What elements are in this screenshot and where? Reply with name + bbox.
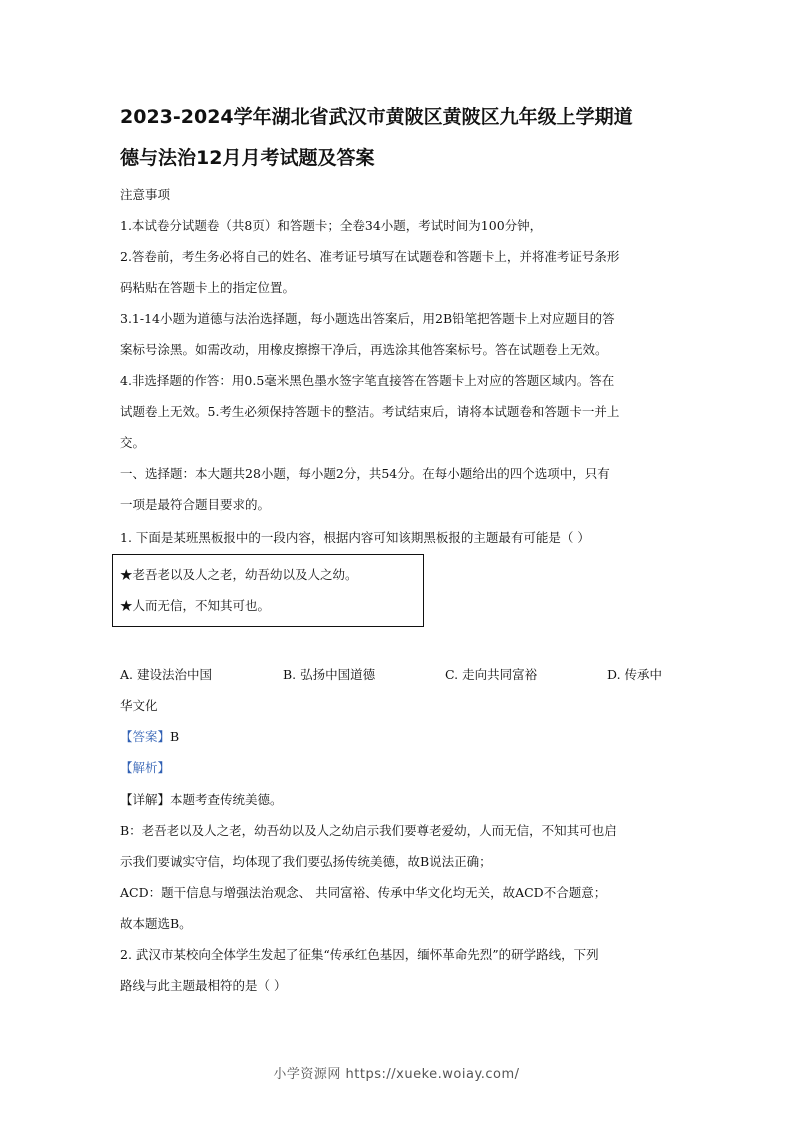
option-b: B. 弘扬中国道德 bbox=[283, 667, 376, 682]
question-1-stem: 1. 下面是某班黑板报中的一段内容，根据内容可知该期黑板报的主题最有可能是（ ） bbox=[120, 530, 590, 545]
detail-label: 【详解】 bbox=[120, 792, 171, 807]
notes-item: 试题卷上无效。5.考生必须保持答题卡的整洁。考试结束后，请将本试题卷和答题卡一并上 bbox=[120, 404, 620, 419]
answer-value: B bbox=[170, 729, 180, 744]
explanation-line: ACD：题干信息与增强法治观念、 共同富裕、传承中华文化均无关，故ACD不合题意； bbox=[120, 885, 607, 900]
notes-item: 4.非选择题的作答：用0.5毫米黑色墨水签字笔直接答在答题卡上对应的答题区域内。答在 bbox=[120, 373, 615, 388]
answer-label: 【答案】 bbox=[120, 729, 171, 744]
option-d-continued: 华文化 bbox=[120, 698, 158, 713]
detail-text: 本题考查传统美德。 bbox=[170, 792, 283, 807]
option-d: D. 传承中 bbox=[607, 667, 663, 682]
notes-item: 1.本试卷分试题卷（共8页）和答题卡；全卷34小题，考试时间为100分钟， bbox=[120, 218, 543, 233]
explanation-line: 示我们要诚实守信，均体现了我们要弘扬传统美德，故B说法正确； bbox=[120, 854, 492, 869]
document-title-line-1: 2023-2024学年湖北省武汉市黄陂区黄陂区九年级上学期道 bbox=[120, 106, 633, 128]
footer-watermark-link[interactable]: 小学资源网 https://xueke.woiay.com/ bbox=[273, 1067, 520, 1082]
option-c: C. 走向共同富裕 bbox=[445, 667, 538, 682]
question-2-stem-cont: 路线与此主题最相符的是（ ） bbox=[120, 978, 287, 993]
notes-item: 交。 bbox=[120, 435, 146, 450]
notes-item: 码粘贴在答题卡上的指定位置。 bbox=[120, 280, 296, 295]
notes-heading: 注意事项 bbox=[120, 187, 171, 202]
explanation-line: 故本题选B。 bbox=[120, 916, 192, 931]
notes-item: 3.1-14小题为道德与法治选择题，每小题选出答案后，用2B铅笔把答题卡上对应题目的答 bbox=[120, 311, 615, 326]
question-2-stem: 2. 武汉市某校向全体学生发起了征集“传承红色基因，缅怀革命先烈”的研学路线，下列 bbox=[120, 947, 599, 962]
analysis-label: 【解析】 bbox=[120, 760, 171, 775]
document-title-line-2: 德与法治12月月考试题及答案 bbox=[120, 147, 375, 169]
quote-line: ★人而无信，不知其可也。 bbox=[120, 598, 271, 613]
quote-line: ★老吾老以及人之老，幼吾幼以及人之幼。 bbox=[120, 567, 358, 582]
explanation-line: B：老吾老以及人之老，幼吾幼以及人之幼启示我们要尊老爱幼，人而无信，不知其可也启 bbox=[120, 823, 617, 838]
section-heading: 一、选择题：本大题共28小题，每小题2分，共54分。在每小题给出的四个选项中，只有 bbox=[120, 466, 610, 481]
question-1-quote-box bbox=[112, 554, 424, 627]
answer-line bbox=[120, 729, 179, 745]
notes-item: 案标号涂黑。如需改动，用橡皮擦擦干净后，再选涂其他答案标号。答在试题卷上无效。 bbox=[120, 342, 608, 357]
section-heading-cont: 一项是最符合题目要求的。 bbox=[120, 497, 271, 512]
notes-item: 2.答卷前，考生务必将自己的姓名、准考证号填写在试题卷和答题卡上，并将准考证号条形 bbox=[120, 249, 620, 264]
option-a: A. 建设法治中国 bbox=[120, 667, 212, 682]
detail-line bbox=[120, 792, 283, 808]
